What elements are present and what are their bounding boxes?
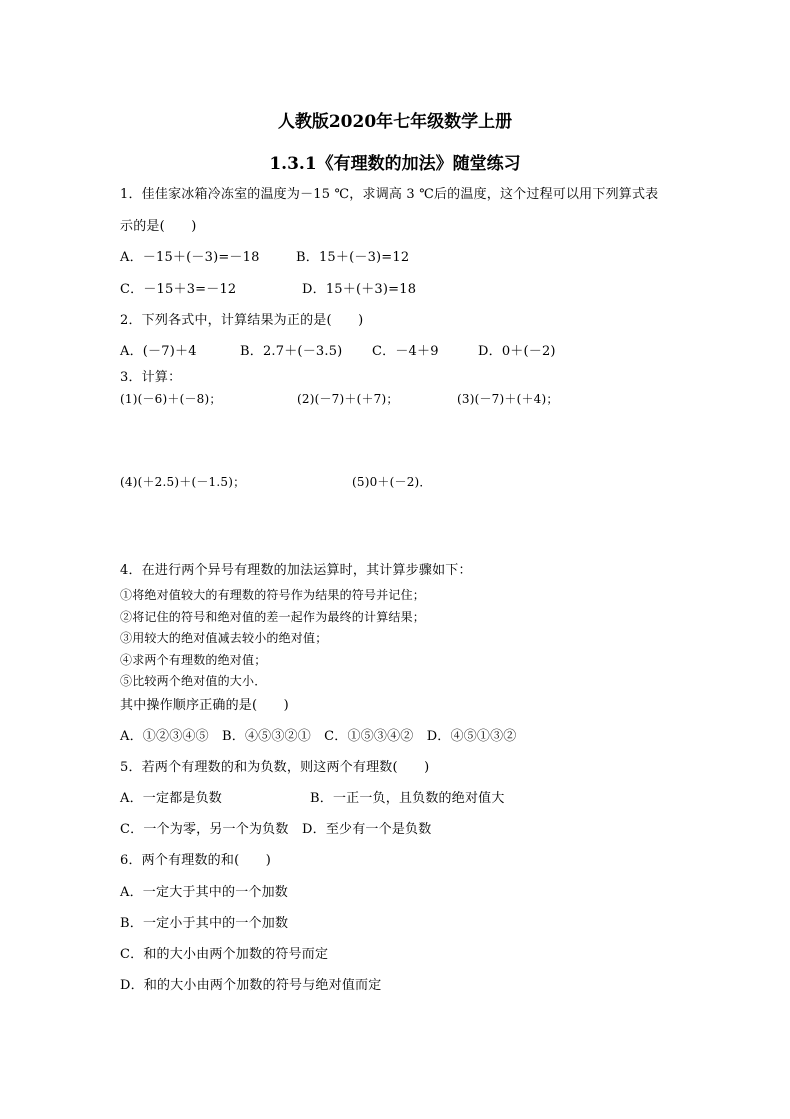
q6-option-b: B．一定小于其中的一个加数	[120, 916, 289, 931]
q4-step-1: ①将绝对值较大的有理数的符号作为结果的符号并记住；	[120, 588, 426, 602]
q2-stem: 2．下列各式中，计算结果为正的是( )	[120, 313, 364, 328]
q5-stem: 5．若两个有理数的和为负数，则这两个有理数( )	[120, 760, 430, 775]
q4-step-3: ③用较大的绝对值减去较小的绝对值；	[120, 631, 328, 645]
q3-part-2: (2)(－7)＋(＋7)；	[297, 392, 399, 406]
q1-stem-line2: 示的是( )	[120, 219, 197, 234]
doc-title: 人教版2020年七年级数学上册	[277, 112, 513, 132]
q3-part-4: (4)(＋2.5)＋(－1.5)；	[120, 475, 246, 489]
q6-stem: 6．两个有理数的和( )	[120, 853, 272, 868]
q3-part-1: (1)(－6)＋(－8)；	[120, 392, 222, 406]
q6-option-c: C．和的大小由两个加数的符号而定	[120, 947, 329, 962]
q1-option-c: C．－15＋3=－12	[120, 282, 237, 297]
q6-option-d: D．和的大小由两个加数的符号与绝对值而定	[120, 978, 382, 993]
q1-stem-line1: 1．佳佳家冰箱冷冻室的温度为－15 ℃，求调高 3 ℃后的温度，这个过程可以用下列算式表	[120, 187, 659, 202]
q1-option-a: A．－15＋(－3)=－18	[120, 250, 260, 265]
q3-part-5: (5)0＋(－2)．	[352, 475, 432, 489]
doc-subtitle: 1.3.1《有理数的加法》随堂练习	[269, 154, 521, 174]
q5-option-a: A．一定都是负数	[120, 791, 222, 806]
q6-option-a: A．一定大于其中的一个加数	[120, 885, 288, 900]
q2-option-c: C．－4＋9	[372, 344, 439, 359]
q5-option-b: B．一正一负，且负数的绝对值大	[310, 791, 505, 806]
q4-step-5: ⑤比较两个绝对值的大小．	[120, 674, 267, 688]
q5-option-c: C．一个为零，另一个为负数	[120, 822, 289, 837]
q2-option-d: D．0＋(－2)	[478, 344, 556, 359]
q4-step-4: ④求两个有理数的绝对值；	[120, 653, 267, 667]
q2-option-b: B．2.7＋(－3.5)	[240, 344, 343, 359]
q4-options: A．①②③④⑤ B．④⑤③②① C．①⑤③④② D．④⑤①③②	[120, 729, 517, 744]
q1-option-b: B．15＋(－3)=12	[296, 250, 410, 265]
q3-part-3: (3)(－7)＋(＋4)；	[457, 392, 559, 406]
q4-step-2: ②将记住的符号和绝对值的差一起作为最终的计算结果；	[120, 610, 426, 624]
q5-option-d: D．至少有一个是负数	[302, 822, 432, 837]
q2-option-a: A．(－7)＋4	[120, 344, 197, 359]
q1-option-d: D．15＋(＋3)=18	[302, 282, 417, 297]
q4-stem: 4．在进行两个异号有理数的加法运算时，其计算步骤如下：	[120, 563, 472, 578]
q4-ask: 其中操作顺序正确的是( )	[120, 698, 289, 713]
q3-stem: 3．计算：	[120, 370, 182, 385]
